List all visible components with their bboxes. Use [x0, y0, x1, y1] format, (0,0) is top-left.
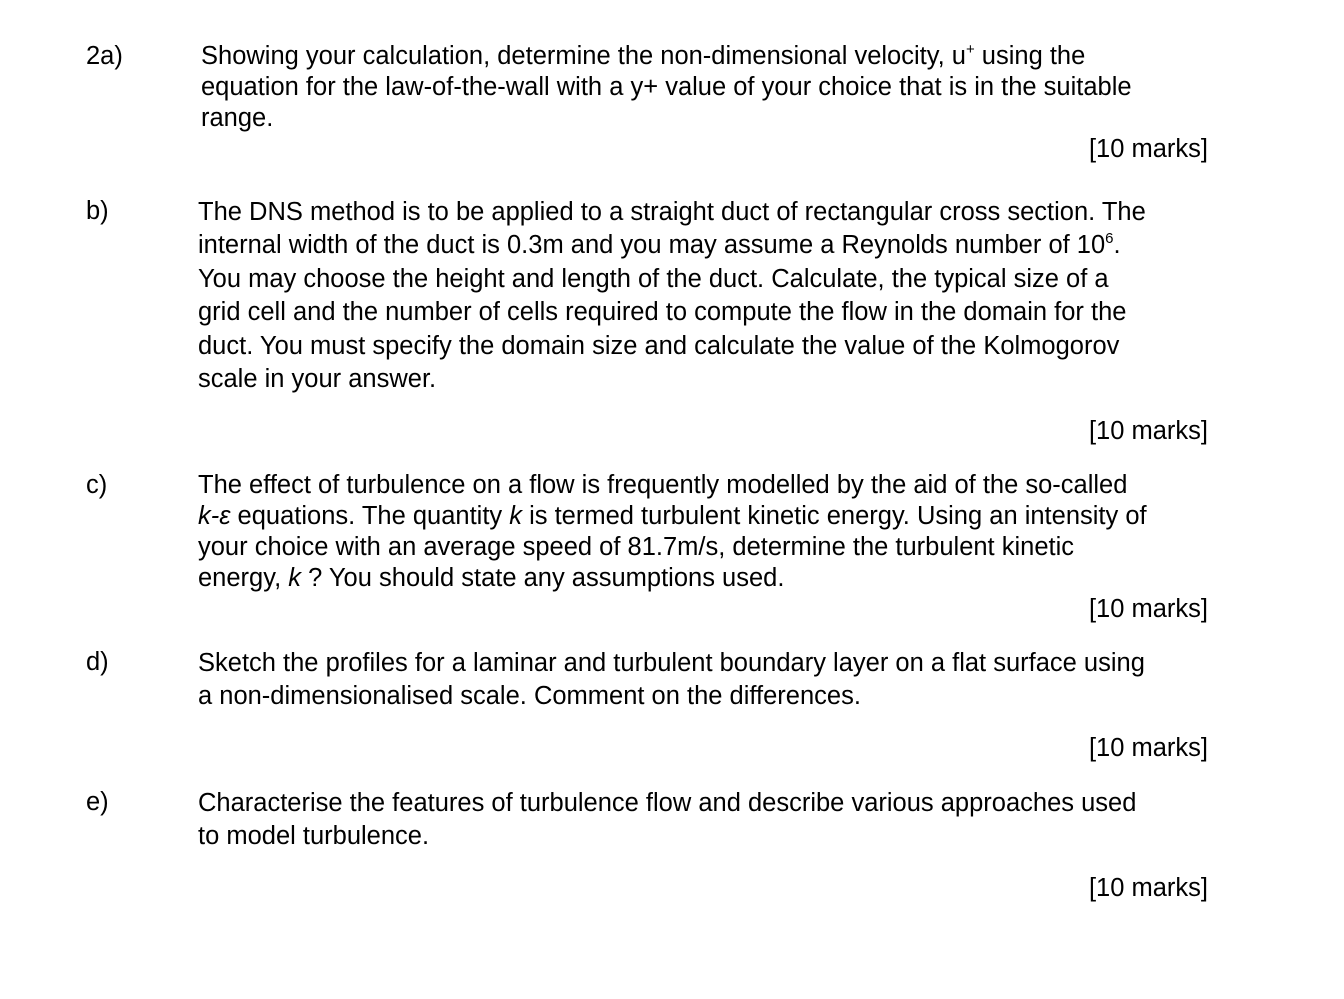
question-label: d)	[86, 648, 109, 676]
text-line: You may choose the height and length of the duct. Calculate, the typical size of a	[198, 264, 1109, 293]
marks-label: [10 marks]	[1088, 874, 1208, 902]
marks-label: [10 marks]	[1088, 734, 1208, 762]
question-text	[198, 647, 1218, 713]
question-text	[198, 196, 1218, 396]
question-text	[198, 787, 1218, 853]
text-line: range.	[201, 104, 274, 132]
question-label: 2a)	[86, 42, 123, 70]
superscript: +	[965, 41, 975, 58]
question-label: e)	[86, 788, 109, 816]
text-line: to model turbulence.	[198, 822, 430, 850]
text-line: The DNS method is to be applied to a straight duct of rectangular cross section. The	[198, 198, 1146, 226]
text-line: Characterise the features of turbulence flow and describe various approaches used	[198, 789, 1137, 817]
question-label: c)	[86, 471, 108, 499]
text-line: a non-dimensionalised scale. Comment on the differences.	[198, 682, 861, 710]
italic-symbol: k-ε	[198, 502, 231, 530]
text-line: grid cell and the number of cells required to compute the flow in the domain for the	[198, 298, 1127, 327]
text-line: energy, k ? You should state any assumptions used.	[198, 564, 785, 592]
text-line: scale in your answer.	[198, 365, 437, 394]
marks-label: [10 marks]	[1088, 417, 1208, 445]
marks-label: [10 marks]	[1088, 595, 1208, 623]
text-line: Showing your calculation, determine the non-dimensional velocity, u+ using the	[201, 41, 1086, 70]
question-text	[201, 41, 1221, 134]
text-line: internal width of the duct is 0.3m and you may assume a Reynolds number of $10^6$.	[198, 230, 1121, 260]
question-text	[198, 470, 1218, 594]
text-line: your choice with an average speed of 81.7m/s, determine the turbulent kinetic	[198, 533, 1075, 561]
italic-symbol: k	[288, 564, 301, 592]
text-line: k-ε equations. The quantity k is termed turbulent kinetic energy. Using an intensity of	[198, 502, 1147, 530]
marks-label: [10 marks]	[1088, 135, 1208, 163]
text-line: Sketch the profiles for a laminar and turbulent boundary layer on a flat surface using	[198, 649, 1145, 677]
question-label: b)	[86, 197, 109, 225]
text-line: The effect of turbulence on a flow is frequently modelled by the aid of the so-called	[198, 471, 1128, 499]
text-line: equation for the law-of-the-wall with a y+ value of your choice that is in the suitable	[201, 73, 1132, 101]
italic-symbol: k	[509, 502, 523, 530]
text-line: duct. You must specify the domain size and calculate the value of the Kolmogorov	[198, 331, 1120, 360]
superscript: 6	[1105, 230, 1114, 248]
